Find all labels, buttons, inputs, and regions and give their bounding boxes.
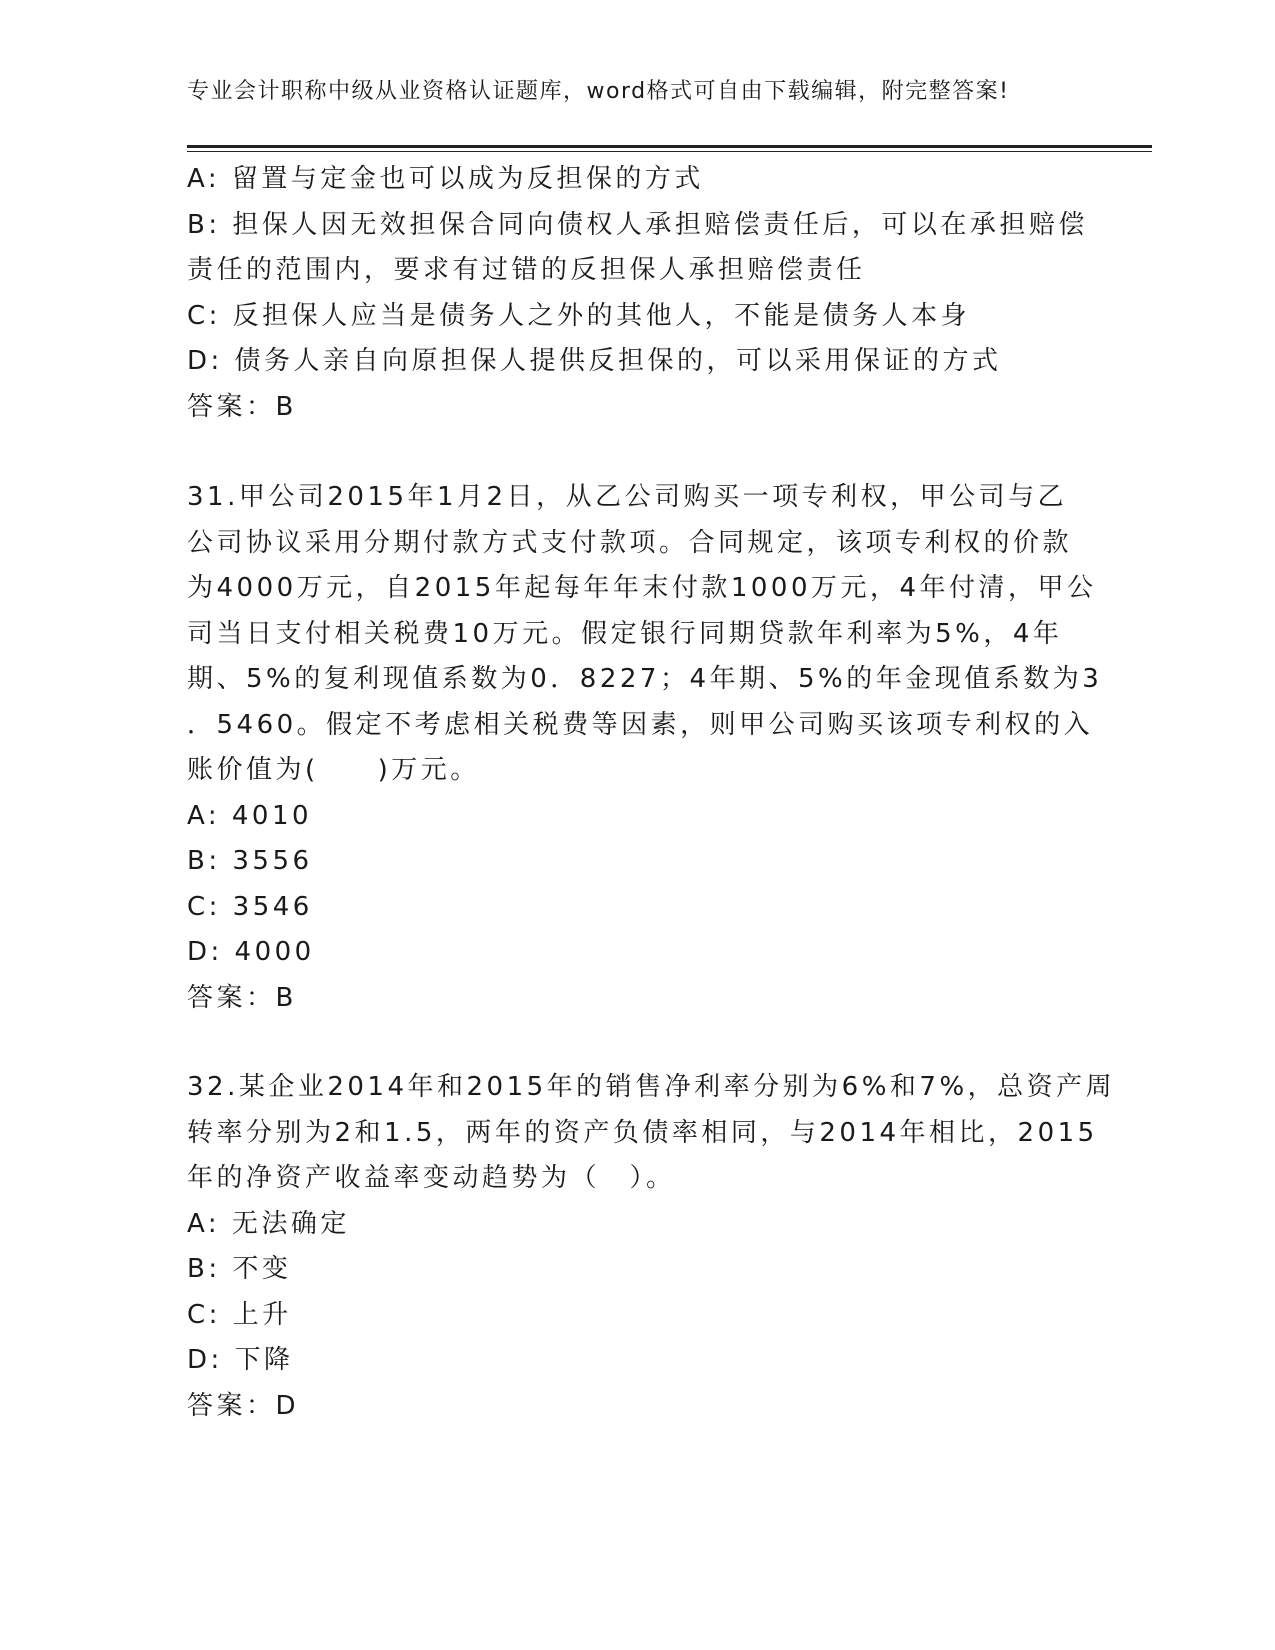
option-a: A: 无法确定 <box>187 1208 350 1239</box>
option-b: B: 担保人因无效担保合同向债权人承担赔偿责任后，可以在承担赔偿 <box>187 209 1088 240</box>
question-30-tail <box>187 157 1087 430</box>
question-content <box>187 157 1116 1429</box>
question-text-line: 公司协议采用分期付款方式支付款项。合同规定，该项专利权的价款 <box>187 527 1073 558</box>
question-31 <box>187 475 1103 1021</box>
answer: 答案：D <box>187 1390 300 1421</box>
option-a: A: 4010 <box>187 800 313 831</box>
question-text-line: 为4000万元，自2015年起每年年末付款1000万元，4年付清，甲公 <box>187 573 1097 603</box>
question-text-line: 年的净资产收益率变动趋势为（ ）。 <box>187 1163 676 1193</box>
question-text-line: 31.甲公司2015年1月2日，从乙公司购买一项专利权，甲公司与乙 <box>187 482 1068 512</box>
question-text-line: 期、5%的复利现值系数为0．8227；4年期、5%的年金现值系数为3 <box>187 664 1103 694</box>
option-d: D: 债务人亲自向原担保人提供反担保的，可以采用保证的方式 <box>187 346 1002 376</box>
option-c: C: 上升 <box>187 1299 292 1330</box>
question-text-line: 32.某企业2014年和2015年的销售净利率分别为6%和7%，总资产周 <box>187 1072 1116 1102</box>
option-d: D: 4000 <box>187 937 315 967</box>
header-divider-thin <box>187 151 1152 152</box>
option-b: B: 3556 <box>187 846 313 876</box>
option-c: C: 反担保人应当是债务人之外的其他人，不能是债务人本身 <box>187 300 971 331</box>
option-b-continued: 责任的范围内，要求有过错的反担保人承担赔偿责任 <box>187 255 866 285</box>
header-divider-thick <box>187 145 1152 148</box>
option-d: D: 下降 <box>187 1345 294 1375</box>
question-text-line: 司当日支付相关税费10万元。假定银行同期贷款年利率为5%，4年 <box>187 618 1063 649</box>
spacer <box>187 1021 1087 1065</box>
page-header: 专业会计职称中级从业资格认证题库，word格式可自由下载编辑，附完整答案! <box>187 79 1010 104</box>
option-a: A: 留置与定金也可以成为反担保的方式 <box>187 164 704 194</box>
spacer <box>187 430 1087 475</box>
question-text-line: 账价值为( )万元。 <box>187 755 480 785</box>
question-text-line: ．5460。假定不考虑相关税费等因素，则甲公司购买该项专利权的入 <box>187 709 1094 740</box>
option-b: B: 不变 <box>187 1254 292 1284</box>
question-32 <box>187 1065 1116 1429</box>
option-c: C: 3546 <box>187 891 313 922</box>
answer: 答案：B <box>187 982 297 1013</box>
answer: 答案：B <box>187 391 297 422</box>
question-text-line: 转率分别为2和1.5，两年的资产负债率相同，与2014年相比，2015 <box>187 1117 1098 1148</box>
